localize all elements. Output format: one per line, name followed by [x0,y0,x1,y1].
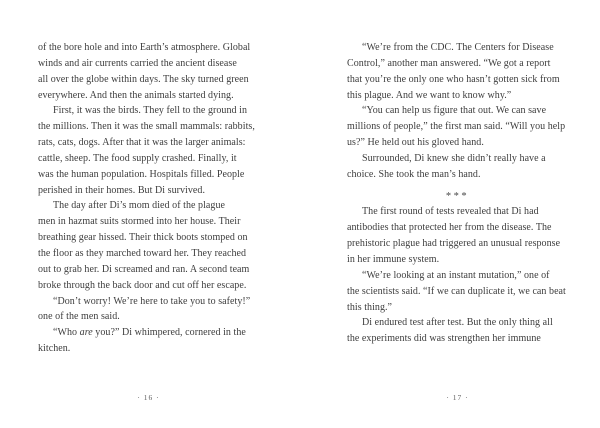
paragraph [38,40,259,103]
page-number-left: · 16 · [137,393,160,402]
quote-text: you?” Di whimpered, cornered in the [92,327,246,339]
text-line: all over the globe within days. The sky turned green [38,73,249,85]
text-line: millions of people,” the first man said. “Will you help [347,121,566,133]
text-line: The day after Di’s mom died of the plague [53,200,225,212]
paragraph [347,204,568,267]
right-page [300,0,600,428]
text-line: that you’re the only one who hasn’t gotten sick from [347,73,560,85]
text-line: Di endured test after test. But the only thing all [362,317,553,329]
text-line: this plague. And we want to know why.” [347,89,512,101]
text-line: kitchen. [38,343,71,355]
paragraph [347,151,568,183]
text-line: Control,” another man answered. “We got a report [347,57,551,69]
paragraph [347,40,568,103]
page-number-right: · 17 · [446,393,469,402]
text-line: in her immune system. [347,253,440,265]
text-line: choice. She took the man’s hand. [347,168,481,180]
text-line: the millions. Then it was the small mammals: rabbits, [38,121,255,133]
text-line: “You can help us figure that out. We can save [362,105,547,117]
text-line: cattle, sheep. The food supply crashed. Finally, it [38,152,237,164]
emphasized-word: are [79,327,93,339]
text-line: this thing.” [347,301,393,313]
text-line: First, it was the birds. They fell to the ground in [53,105,248,117]
text-line: the floor as they marched toward her. They reached [38,247,247,259]
text-line: broke through the back door and cut off her escape. [38,279,247,291]
text-line: “We’re from the CDC. The Centers for Disease [362,42,554,53]
text-line: of the bore hole and into Earth’s atmosphere. Global [38,42,251,53]
text-line: the experiments did was strengthen her immune [347,333,541,345]
quote-text: “Who [53,327,80,339]
text-line: prehistoric plague had triggered an unusual response [347,238,561,250]
text-line: the scientists said. “If we can duplicate it, we can beat [347,285,566,297]
text-line: us?” He held out his gloved hand. [347,137,484,149]
paragraph [38,325,259,357]
paragraph [347,315,568,347]
text-line: perished in their homes. But Di survived. [38,184,206,196]
text-line: Surrounded, Di knew she didn’t really have a [362,152,546,164]
paragraph [38,198,259,293]
text-line: was the human population. Hospitals filled. People [38,168,245,180]
text-line: out to grab her. Di screamed and ran. A second team [38,263,250,275]
text-line: “We’re looking at an instant mutation,” one of [362,269,550,281]
text-line: “Don’t worry! We’re here to take you to safety!” [53,295,251,307]
text-line: winds and air currents carried the ancient disease [38,57,237,69]
right-page-text [347,40,568,347]
section-break: *** [445,190,470,202]
text-line: men in hazmat suits stormed into her house. Their [38,216,241,228]
paragraph [347,103,568,151]
paragraph [38,294,259,326]
paragraph [347,268,568,316]
text-line: everywhere. And then the animals started dying. [38,89,234,101]
text-line: one of the men said. [38,311,120,323]
text-line: The first round of tests revealed that Di had [362,206,539,218]
paragraph [38,103,259,198]
text-line: rats, cats, dogs. After that it was the larger animals: [38,137,246,149]
text-line: antibodies that protected her from the disease. The [347,222,552,234]
text-line [38,325,259,341]
text-line: breathing gear hissed. Their thick boots stomped on [38,232,248,244]
left-page-text [38,40,259,357]
